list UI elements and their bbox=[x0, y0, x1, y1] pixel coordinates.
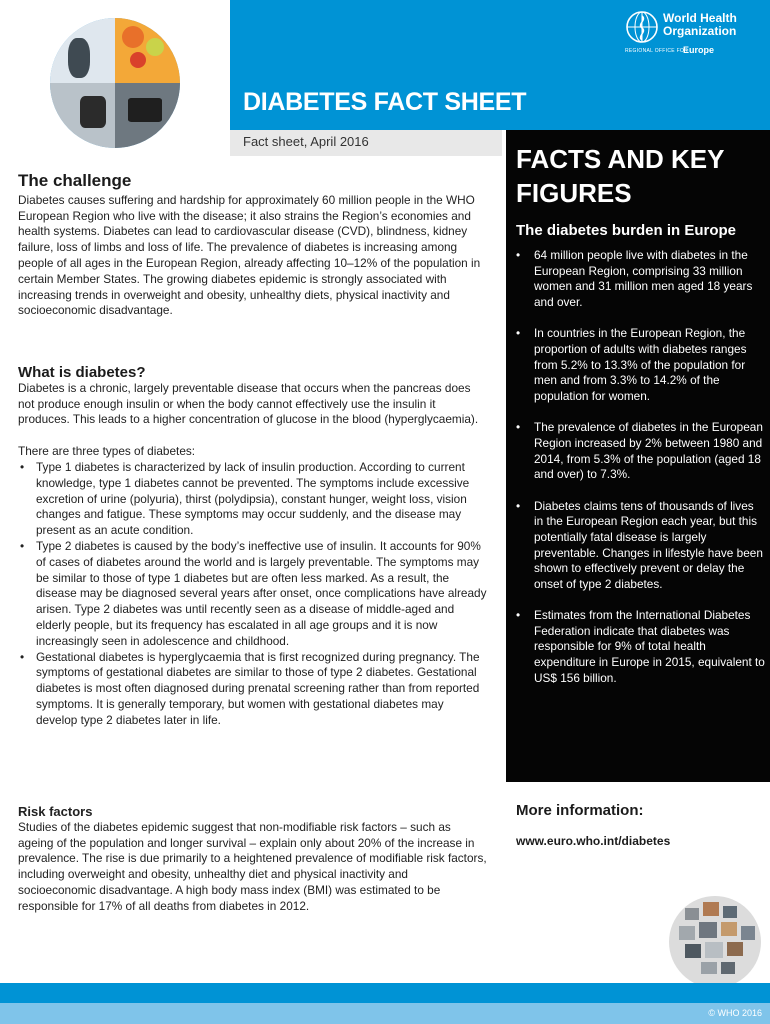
list-item: • In countries in the European Region, the proportion of adults with diabetes ranges from 5.2% to 13.3% of the population for men and from 3.3% to 14.2% of the population for women. bbox=[516, 326, 766, 404]
regional-office-label: REGIONAL OFFICE FOR bbox=[625, 48, 689, 54]
risk-section bbox=[18, 804, 488, 915]
challenge-heading: The challenge bbox=[18, 171, 132, 190]
footer-band bbox=[0, 983, 770, 1003]
risk-heading: Risk factors bbox=[18, 804, 93, 819]
what-is-body: Diabetes is a chronic, largely preventable disease that occurs when the pancreas does not produce enough insulin or when the body cannot effectively use the insulin it produces. This leads to a higher concentration of glucose in the blood (hyperglycaemia). bbox=[18, 380, 479, 427]
facts-list bbox=[516, 248, 766, 686]
who-emblem-icon bbox=[625, 10, 659, 44]
list-item: • Gestational diabetes is hyperglycaemia that is first recognized during pregnancy. The symptoms of gestational diabetes are similar to those of type 2 diabetes. Gestational diabetes is most often diagnosed during prenatal screening rather than from reported symptoms. It is generally temporary, but women with gestational diabetes may develop type 2 diabetes later in life. bbox=[18, 650, 488, 729]
challenge-body: Diabetes causes suffering and hardship for approximately 60 million people in the WHO European Region who live with the disease; it also strains the Region’s economies and health systems. Diabetes can lead to cardiovascular disease (CVD), blindness, kidney failure, loss of limbs and loss of life. The prevalence of diabetes is increasing among people of all ages in the European Region, already affecting 10–12% of the population in certain Member States. The growing diabetes epidemic is strongly associated with increasing trends in overweight and obesity, unhealthy diets, physical inactivity and socioeconomic disadvantage. bbox=[18, 192, 481, 318]
list-item: • Diabetes claims tens of thousands of lives in the European Region each year, but this potentially fatal disease is largely preventable. Changes in lifestyle have been shown to effectively prevent or delay the onset of type 2 diabetes. bbox=[516, 499, 766, 593]
footer-band-light bbox=[0, 1003, 770, 1024]
who-name-line2: Organization bbox=[663, 24, 737, 38]
photo-globe-icon bbox=[645, 880, 770, 990]
list-item: • Type 1 diabetes is characterized by lack of insulin production. According to current knowledge, type 1 diabetes cannot be prevented. The symptoms include excessive excretion of urine (polyuria), thirst (polydipsia), constant hunger, weight loss, vision changes and fatigue. These symptoms may occur suddenly, and the disease may present as an acute condition. bbox=[18, 460, 488, 539]
types-intro: There are three types of diabetes: bbox=[18, 444, 196, 459]
facts-subheading: The diabetes burden in Europe bbox=[516, 222, 737, 239]
more-info-heading: More information: bbox=[516, 802, 644, 819]
list-item: • 64 million people live with diabetes in the European Region, comprising 33 million women and 31 million men aged 18 years and over. bbox=[516, 248, 766, 310]
what-is-section bbox=[18, 365, 488, 729]
more-info-link[interactable]: www.euro.who.int/diabetes bbox=[516, 834, 671, 848]
risk-body: Studies of the diabetes epidemic suggest that non-modifiable risk factors – such as ageing of the population and longer survival – explain only about 20% of the increase in prevalence. The rise is due primarily to a heightened prevalence of modifiable risk factors, including overweight and obesity, unhealthy diet and physical inactivity and socioeconomic disadvantage. A high body mass index (BMI) was estimated to be responsible for 17% of all deaths from diabetes in 2012. bbox=[18, 819, 487, 913]
list-item: • Estimates from the International Diabetes Federation indicate that diabetes was responsible for 9% of total health expenditure in Europe in 2015, equivalent to US$ 156 billion. bbox=[516, 608, 766, 686]
list-item: • The prevalence of diabetes in the European Region increased by 2% between 1980 and 2014, from 5.3% of the population (aged 18 and over) to 7.3%. bbox=[516, 420, 766, 482]
copyright: © WHO 2016 bbox=[708, 1008, 762, 1018]
list-item: • Type 2 diabetes is caused by the body’s ineffective use of insulin. It accounts for 90% of cases of diabetes around the world and is largely preventable. The symptoms may be similar to those of type 1 diabetes but are often less marked. As a result, the disease may be diagnosed several years after onset, once complications have already arisen. Type 2 diabetes was until recently seen as a disease of middle-aged and elderly people, but its frequency has escalated in all age groups and it is now increasingly seen in adolescence and childhood. bbox=[18, 539, 488, 650]
what-is-heading: What is diabetes? bbox=[18, 364, 146, 381]
region-label: Europe bbox=[683, 45, 715, 55]
hero-photo-collage bbox=[50, 18, 180, 148]
facts-panel bbox=[506, 130, 770, 782]
page-subtitle: Fact sheet, April 2016 bbox=[243, 134, 369, 149]
who-logo bbox=[625, 10, 765, 62]
challenge-section bbox=[18, 173, 488, 319]
types-list bbox=[18, 460, 488, 729]
facts-title: FACTS AND KEY FIGURES bbox=[516, 144, 725, 208]
page-title: DIABETES FACT SHEET bbox=[243, 88, 527, 116]
who-name-line1: World Health bbox=[663, 11, 737, 25]
